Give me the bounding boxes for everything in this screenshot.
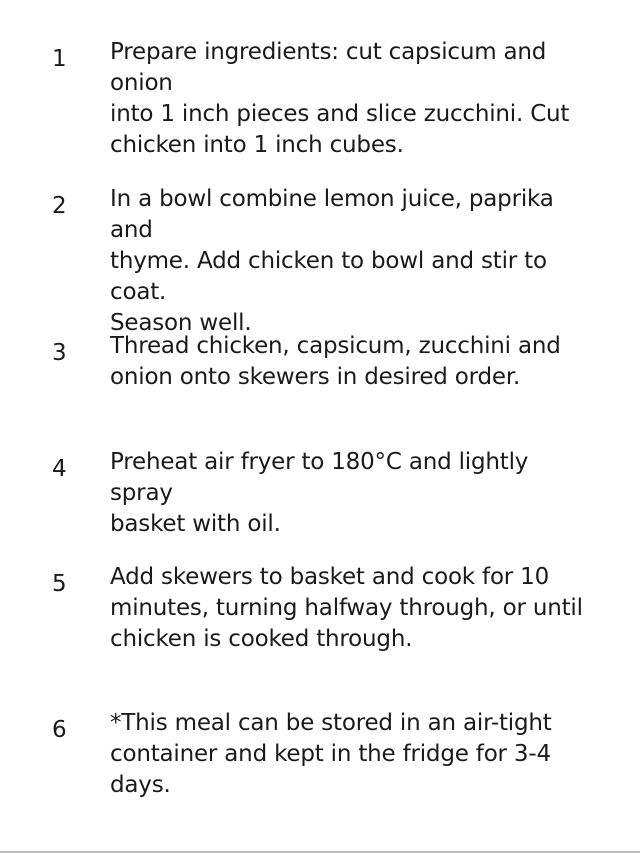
step-item bbox=[0, 331, 640, 393]
step-text: *This meal can be stored in an air-tight container and kept in the fridge for 3-4 days. bbox=[110, 710, 552, 798]
step-text: Add skewers to basket and cook for 10 minutes, turning halfway through, or until chicken is cooked through. bbox=[110, 564, 583, 652]
step-number: 5 bbox=[52, 571, 67, 597]
step-text: In a bowl combine lemon juice, paprika and thyme. Add chicken to bowl and stir to coat. Season well. bbox=[110, 186, 554, 336]
step-number: 1 bbox=[52, 46, 67, 72]
step-text: Prepare ingredients: cut capsicum and onion into 1 inch pieces and slice zucchini. Cut chicken into 1 inch cubes. bbox=[110, 39, 570, 158]
step-item bbox=[0, 562, 640, 655]
step-text: Thread chicken, capsicum, zucchini and onion onto skewers in desired order. bbox=[110, 333, 561, 390]
step-text: Preheat air fryer to 180°C and lightly spray basket with oil. bbox=[110, 449, 529, 537]
step-number: 6 bbox=[52, 717, 67, 743]
step-number: 4 bbox=[52, 456, 67, 482]
step-number: 2 bbox=[52, 193, 67, 219]
step-number: 3 bbox=[52, 340, 67, 366]
step-item bbox=[0, 447, 640, 540]
step-item bbox=[0, 708, 640, 801]
step-item bbox=[0, 184, 640, 339]
step-item bbox=[0, 37, 640, 161]
